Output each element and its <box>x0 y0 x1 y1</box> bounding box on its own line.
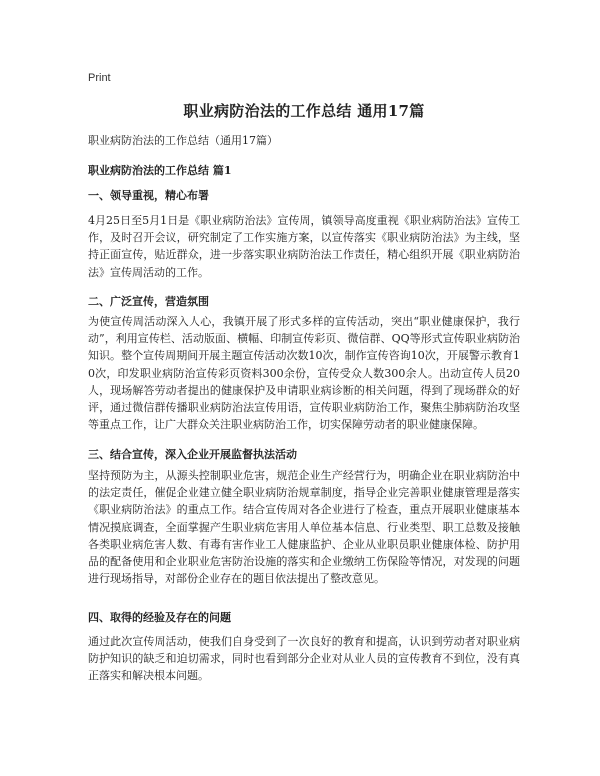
part-title: 职业病防治法的工作总结 篇1 <box>88 164 232 177</box>
section-body-3: 坚持预防为主，从源头控制职业危害，规范企业生产经营行为，明确企业在职业病防治中的法定责任，催促企业建立健全职业病防治规章制度，指导企业完善职业健康管理是落实《职业病防治法》的重点工作。结合宣传周对各企业进行了检查，重点开展职业健康基本情况摸底调查，全面掌握产生职业病危害用人单位基本信息、行业类型、职工总数及接触各类职业病危害人数、有毒有害作业工人健康监护、企业从业职员职业健康体检、防护用品的配备使用和企业职业危害防治设施的落实和企业缴纳工伤保险等情况，对发现的问题进行现场指导，对部份企业存在的题目依法提出了整改意见。 <box>88 469 520 586</box>
section-heading-4: 四、取得的经验及存在的问题 <box>88 611 231 624</box>
document-subtitle: 职业病防治法的工作总结（通用17篇） <box>88 134 278 147</box>
print-label[interactable]: Print <box>88 72 111 84</box>
section-heading-3: 三、结合宣传，深入企业开展监督执法活动 <box>88 448 297 461</box>
section-heading-1: 一、领导重视，精心布署 <box>88 189 209 202</box>
section-heading-2: 二、广泛宣传，营造氛围 <box>88 295 209 308</box>
section-body-1: 4月25日至5月1日是《职业病防治法》宣传周，镇领导高度重视《职业病防治法》宣传工作，及时召开会议，研究制定了工作实施方案，以宣传落实《职业病防治法》为主线，坚持正面宣传，贴近群众，进一步落实职业病防治法工作责任，精心组织开展《职业病防治法》宣传周活动的工作。 <box>88 214 520 279</box>
section-body-4: 通过此次宣传周活动，使我们自身受到了一次良好的教育和提高，认识到劳动者对职业病防护知识的缺乏和迫切需求，同时也看到部分企业对从业人员的宣传教育不到位，没有真正落实和解决根本问题。 <box>88 635 520 683</box>
page-title: 职业病防治法的工作总结 通用17篇 <box>183 102 425 120</box>
section-body-2: 为使宣传周活动深入人心，我镇开展了形式多样的宣传活动，突出“职业健康保护，我行动”，利用宣传栏、活动版面、横幅、印制宣传彩页、微信群、QQ等形式宣传职业病防治知识。整个宣传周期间开展主题宣传活动次数10次，制作宣传咨询10次，开展警示教育10次，印发职业病防治宣传彩页资料300余份，宣传受众人数300余人。出动宣传人员20人，现场解答劳动者提出的健康保护及申请职业病诊断的相关问题，得到了现场群众的好评，通过微信群传播职业病防治法宣传用语，宣传职业病防治工作，聚焦尘肺病防治攻坚等重点工作，让广大群众关注职业病防治工作，切实保障劳动者的职业健康保障。 <box>88 315 520 432</box>
